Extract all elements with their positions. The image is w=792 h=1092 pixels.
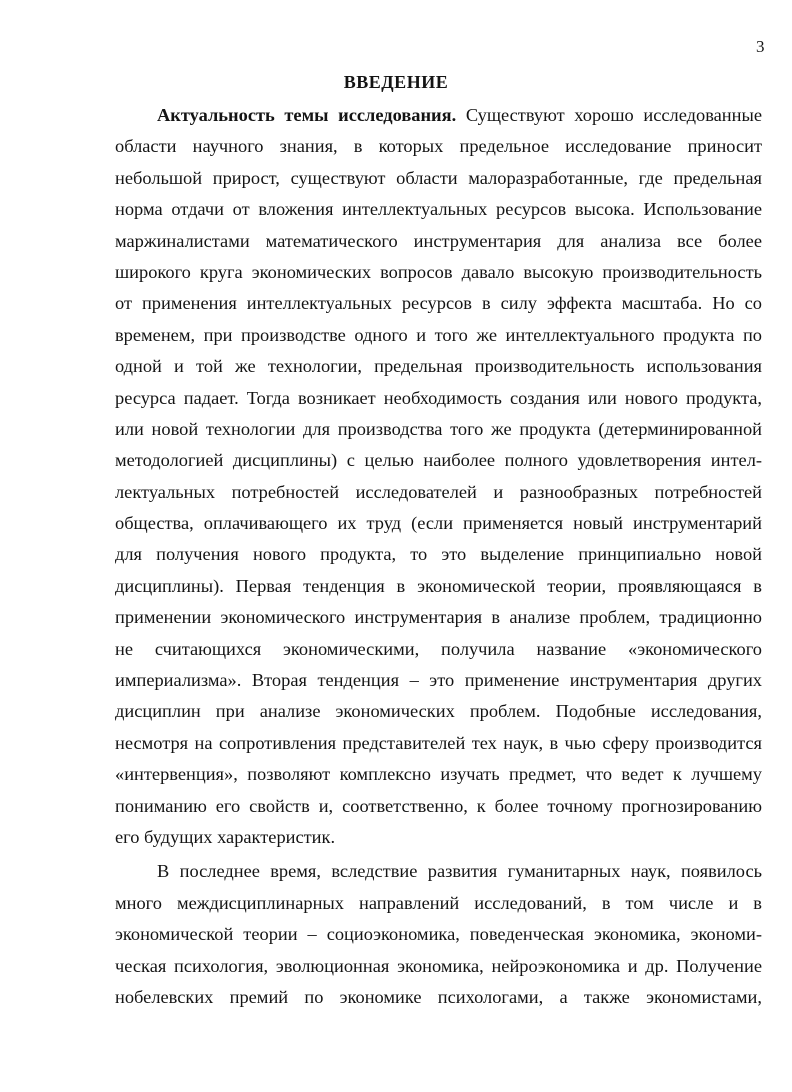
text-line: несмотря на сопротивления представителей тех наук, в чью сферу производится xyxy=(115,732,762,753)
paragraph-1-first-line xyxy=(115,100,762,131)
text-line: нобелевских премий по экономике психологами, а также экономистами, xyxy=(115,986,762,1007)
text-line: маржиналистами математического инструментария для анализа все более xyxy=(115,230,762,251)
text-line: временем, при производстве одного и того же интеллектуального продукта по xyxy=(115,324,762,345)
lead-phrase: Актуальность темы исследования. xyxy=(157,105,457,125)
text-line: широкого круга экономических вопросов давало высокую производительность xyxy=(115,261,762,282)
text-line: методологией дисциплины) с целью наиболее полного удовлетворения интел- xyxy=(115,450,762,471)
first-line-rest: Существуют хорошо исследованные xyxy=(456,105,763,125)
text-line: его будущих характеристик. xyxy=(115,826,336,847)
text-line: дисциплин при анализе экономических проблем. Подобные исследования, xyxy=(115,701,762,722)
text-line: от применения интеллектуальных ресурсов в силу эффекта масштаба. Но со xyxy=(115,293,762,314)
text-line: общества, оплачивающего их труд (если применяется новый инструментарий xyxy=(115,513,762,534)
text-line: экономической теории – социоэкономика, поведенческая экономика, экономи- xyxy=(115,924,762,945)
text-line: области научного знания, в которых предельное исследование приносит xyxy=(115,136,762,157)
text-line: применении экономического инструментария в анализе проблем, традиционно xyxy=(115,607,762,628)
body-text xyxy=(115,100,762,1013)
text-line: «интервенция», позволяют комплексно изучать предмет, что ведет к лучшему xyxy=(115,764,762,785)
page-title: ВВЕДЕНИЕ xyxy=(343,72,449,92)
text-line: небольшой прирост, существуют области малоразработанные, где предельная xyxy=(115,167,762,188)
text-line: много междисциплинарных направлений исследований, в том числе и в xyxy=(115,892,762,913)
text-line: одной и той же технологии, предельная производительность использования xyxy=(115,356,762,377)
text-line: ресурса падает. Тогда возникает необходимость создания или нового продукта, xyxy=(115,387,762,408)
text-line: норма отдачи от вложения интеллектуальных ресурсов высока. Использование xyxy=(115,199,762,220)
page-number: 3 xyxy=(756,37,765,56)
paragraph-2-first-line: В последнее время, вследствие развития гуманитарных наук, появилось xyxy=(157,861,762,882)
text-line: империализма». Вторая тенденция – это применение инструментария других xyxy=(115,670,762,691)
text-line: не считающихся экономическими, получила название «экономического xyxy=(115,638,762,659)
text-line: дисциплины). Первая тенденция в экономической теории, проявляющаяся в xyxy=(115,575,762,596)
text-line: для получения нового продукта, то это выделение принципиально новой xyxy=(115,544,762,565)
text-line: лектуальных потребностей исследователей и разнообразных потребностей xyxy=(115,481,762,502)
text-line: или новой технологии для производства того же продукта (детерминированной xyxy=(115,418,762,439)
text-line: ческая психология, эволюционная экономика, нейроэкономика и др. Получение xyxy=(115,955,762,976)
text-line: пониманию его свойств и, соответственно, к более точному прогнозированию xyxy=(115,795,762,816)
